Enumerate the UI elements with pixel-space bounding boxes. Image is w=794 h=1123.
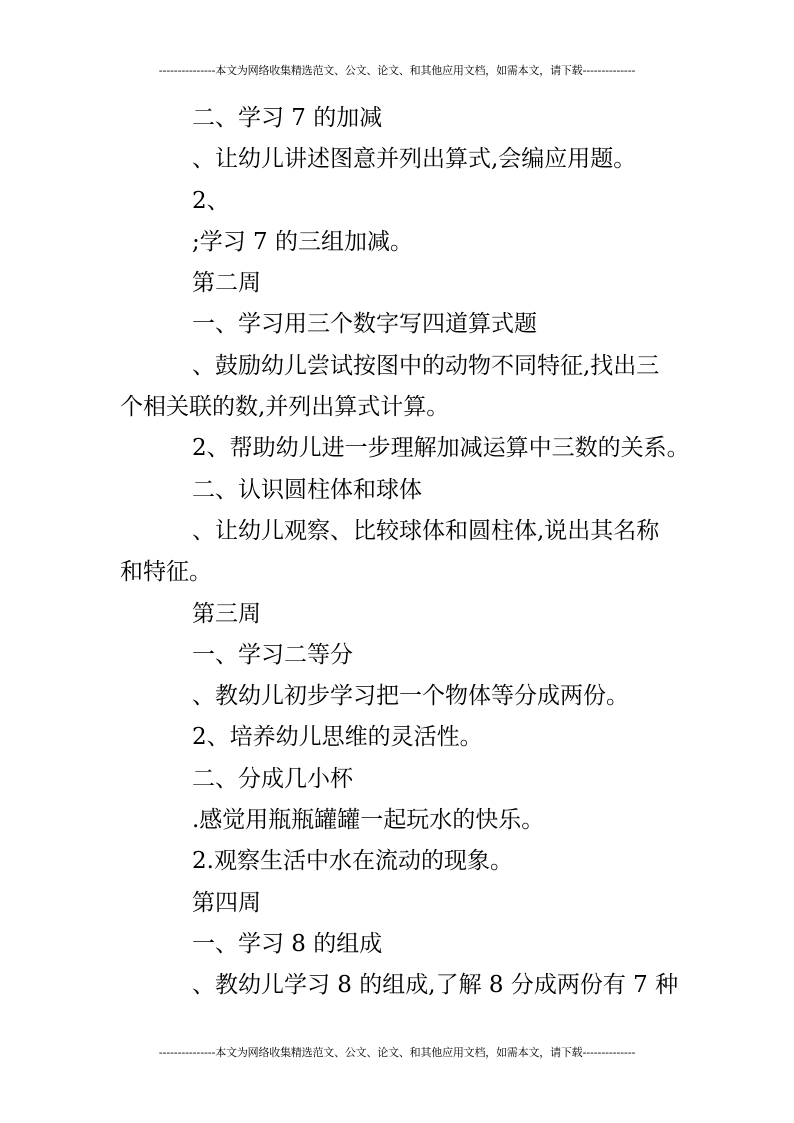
text-line: 2、帮助幼儿进一步理解加减运算中三数的关系。 [192,435,690,462]
text-line: 、让幼儿讲述图意并列出算式,会编应用题。 [192,146,637,173]
text-line: 、教幼儿初步学习把一个物体等分成两份。 [192,683,629,710]
text-line: 二、分成几小杯 [192,765,353,792]
text-line: 一、学习 8 的组成 [192,930,383,957]
text-line: 、鼓励幼儿尝试按图中的动物不同特征,找出三 [192,352,660,379]
section-heading: 第三周 [192,600,261,627]
text-line: 二、学习 7 的加减 [192,105,383,131]
text-line: 2、 [192,187,230,214]
text-line: ;学习 7 的三组加减。 [192,228,414,255]
text-line: 一、学习用三个数字写四道算式题 [192,311,537,338]
page-header: ---------------本文为网络收集精选范文、公文、论文、和其他应用文档，如需本文，请下载-------------- [158,64,636,77]
text-line: 2、培养幼儿思维的灵活性。 [192,724,483,751]
text-line: 和特征。 [120,559,212,586]
text-line: 二、认识圆柱体和球体 [192,476,422,503]
text-line: 2.观察生活中水在流动的现象。 [192,848,513,875]
text-line: 、教幼儿学习 8 的组成,了解 8 分成两份有 7 种 [192,972,679,999]
text-line: 个相关联的数,并列出算式计算。 [120,394,450,421]
page-footer: ---------------本文为网络收集精选范文、公文、论文、和其他应用文档，如需本文，请下载-------------- [158,1046,636,1059]
text-line: 、让幼儿观察、比较球体和圆柱体,说出其名称 [192,517,660,544]
section-heading: 第四周 [192,889,261,916]
document-body [120,98,690,1007]
text-line: 一、学习二等分 [192,641,353,668]
text-line: .感觉用瓶瓶罐罐一起玩水的快乐。 [192,807,545,834]
section-heading: 第二周 [192,270,261,297]
